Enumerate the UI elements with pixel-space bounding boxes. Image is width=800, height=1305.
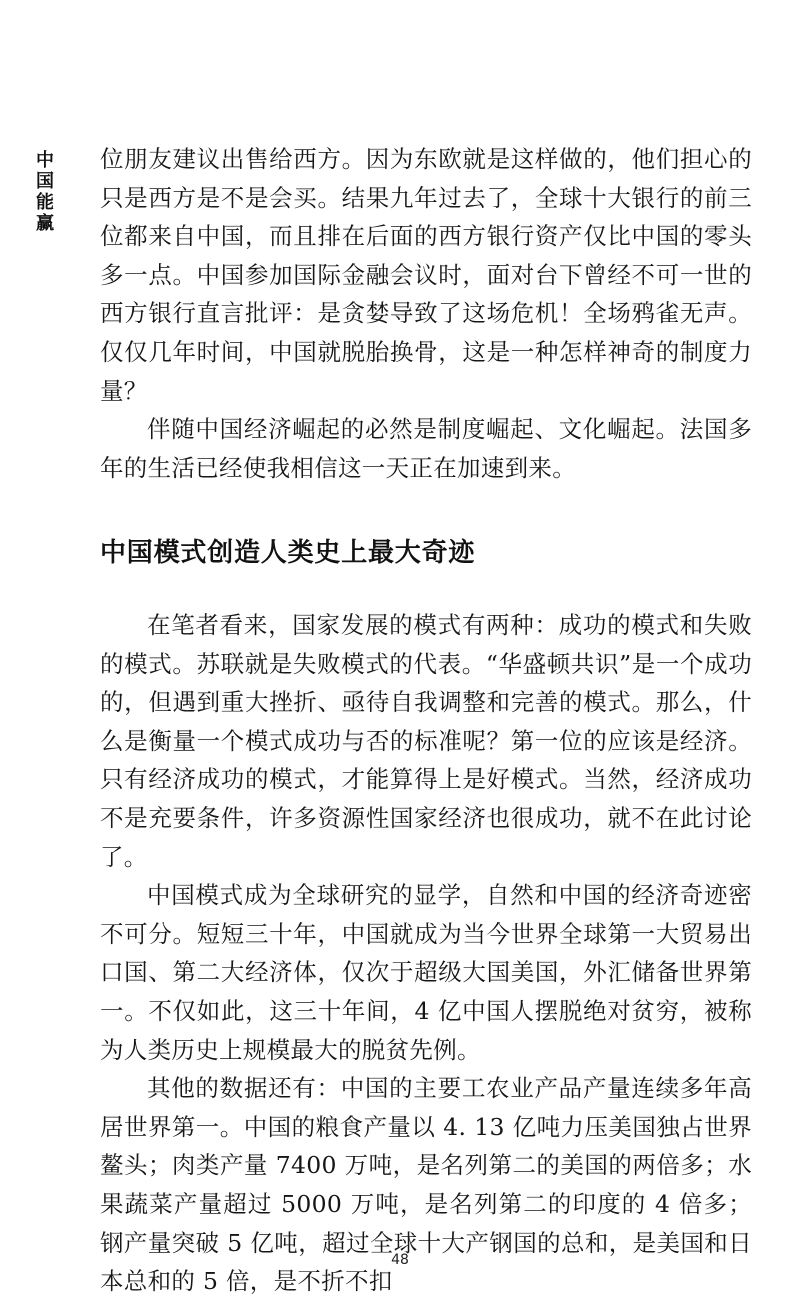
page-number: 48 (391, 1252, 409, 1268)
paragraph: 其他的数据还有：中国的主要工农业产品产量连续多年高居世界第一。中国的粮食产量以 4. 13 亿吨力压美国独占世界鳌头；肉类产量 7400 万吨，是名列第二的美国的两倍多；水果蔬菜产量超过 5000 万吨，是名列第二的印度的 4 倍多；钢产量突破 5 亿吨，超过全球十大产钢国的总和，是美国和日本总和的 5 倍，是不折不扣 (100, 1074, 752, 1296)
section-heading: 中国模式创造人类史上最大奇迹 (100, 538, 476, 568)
section-text-block (100, 606, 752, 1301)
top-text-block (100, 140, 752, 487)
paragraph: 中国模式成为全球研究的显学，自然和中国的经济奇迹密不可分。短短三十年，中国就成为当今世界全球第一大贸易出口国、第二大经济体，仅次于超级大国美国，外汇储备世界第一。不仅如此，这三十年间，4 亿中国人摆脱绝对贫穷，被称为人类历史上规模最大的脱贫先例。 (100, 881, 752, 1064)
running-head: 中国能赢 (36, 150, 54, 234)
paragraph: 在笔者看来，国家发展的模式有两种：成功的模式和失败的模式。苏联就是失败模式的代表。“华盛顿共识”是一个成功的，但遇到重大挫折、亟待自我调整和完善的模式。那么，什么是衡量一个模式成功与否的标准呢？第一位的应该是经济。只有经济成功的模式，才能算得上是好模式。当然，经济成功不是充要条件，许多资源性国家经济也很成功，就不在此讨论了。 (100, 611, 752, 871)
paragraph: 伴随中国经济崛起的必然是制度崛起、文化崛起。法国多年的生活已经使我相信这一天正在加速到来。 (100, 415, 752, 482)
paragraph: 位朋友建议出售给西方。因为东欧就是这样做的，他们担心的只是西方是不是会买。结果九年过去了，全球十大银行的前三位都来自中国，而且排在后面的西方银行资产仅比中国的零头多一点。中国参加国际金融会议时，面对台下曾经不可一世的西方银行直言批评：是贪婪导致了这场危机！全场鸦雀无声。仅仅几年时间，中国就脱胎换骨，这是一种怎样神奇的制度力量？ (100, 145, 752, 405)
